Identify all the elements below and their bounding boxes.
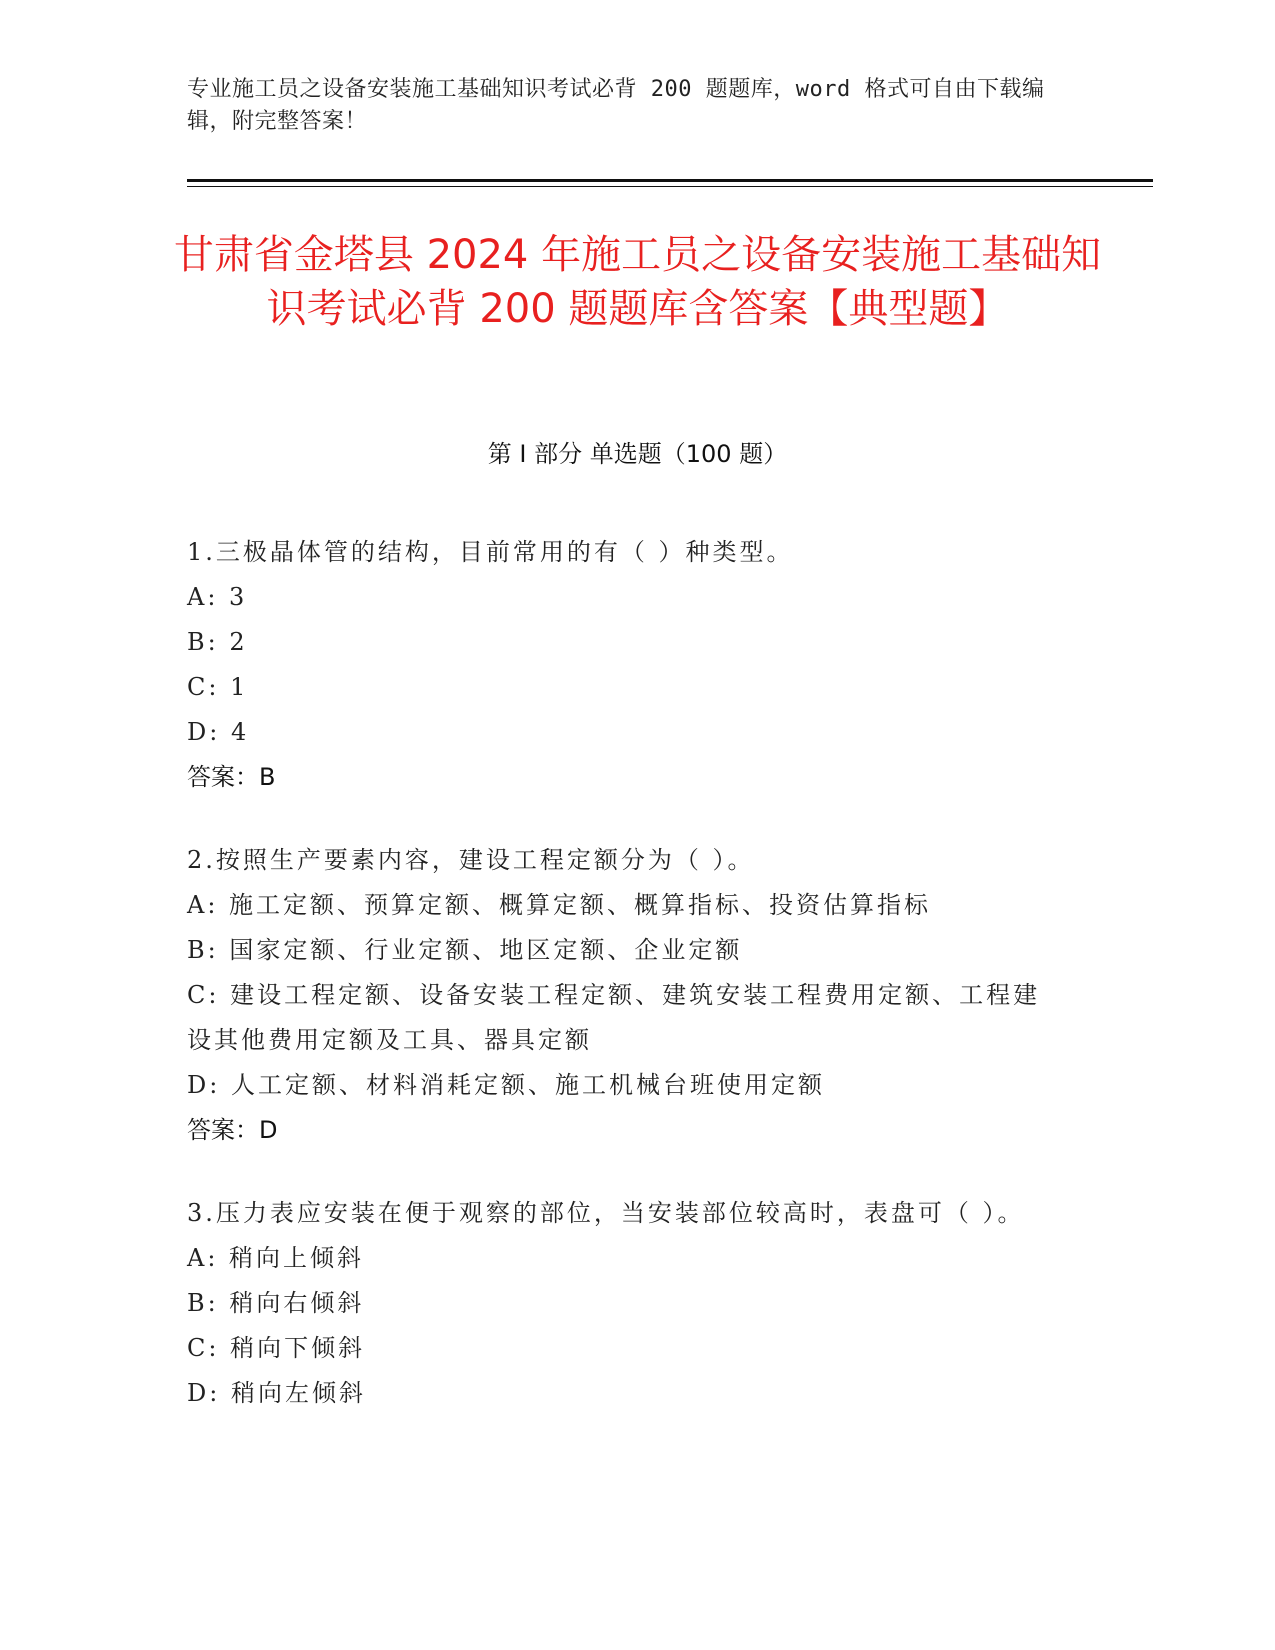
- option-c: C: 稍向下倾斜: [187, 1334, 366, 1362]
- option-d: D: 4: [187, 718, 250, 746]
- question-stem: 2.按照生产要素内容，建设工程定额分为（ ）。: [187, 846, 755, 874]
- option-a: A: 3: [187, 583, 248, 611]
- option-b: B: 稍向右倾斜: [187, 1289, 365, 1317]
- section-heading: 第 I 部分 单选题（100 题）: [487, 440, 788, 468]
- question-list: [187, 530, 1067, 1454]
- option-c: C: 1: [187, 673, 249, 701]
- option-a: A: 施工定额、预算定额、概算定额、概算指标、投资估算指标: [187, 891, 932, 919]
- question-stem: 3.压力表应安装在便于观察的部位，当安装部位较高时，表盘可（ ）。: [187, 1199, 1025, 1227]
- header-rule-thin: [187, 186, 1153, 187]
- question-1: [187, 530, 1067, 800]
- question-3: [187, 1191, 1067, 1416]
- option-c: C: 建设工程定额、设备安装工程定额、建筑安装工程费用定额、工程建设其他费用定额及工具、器具定额: [187, 981, 1041, 1054]
- document-title: 甘肃省金塔县 2024 年施工员之设备安装施工基础知识考试必背 200 题题库含答案【典型题】: [173, 232, 1102, 332]
- question-stem: 1.三极晶体管的结构，目前常用的有（ ）种类型。: [187, 538, 794, 566]
- question-2: [187, 838, 1067, 1153]
- option-a: A: 稍向上倾斜: [187, 1244, 365, 1272]
- header-rule-thick: [187, 179, 1153, 182]
- option-d: D: 人工定额、材料消耗定额、施工机械台班使用定额: [187, 1071, 825, 1099]
- answer: 答案：D: [187, 1116, 278, 1144]
- option-b: B: 2: [187, 628, 248, 656]
- answer: 答案：B: [187, 763, 276, 791]
- option-d: D: 稍向左倾斜: [187, 1379, 366, 1407]
- option-b: B: 国家定额、行业定额、地区定额、企业定额: [187, 936, 743, 964]
- header-note: 专业施工员之设备安装施工基础知识考试必背 200 题题库，word 格式可自由下载编辑，附完整答案！: [187, 77, 1045, 134]
